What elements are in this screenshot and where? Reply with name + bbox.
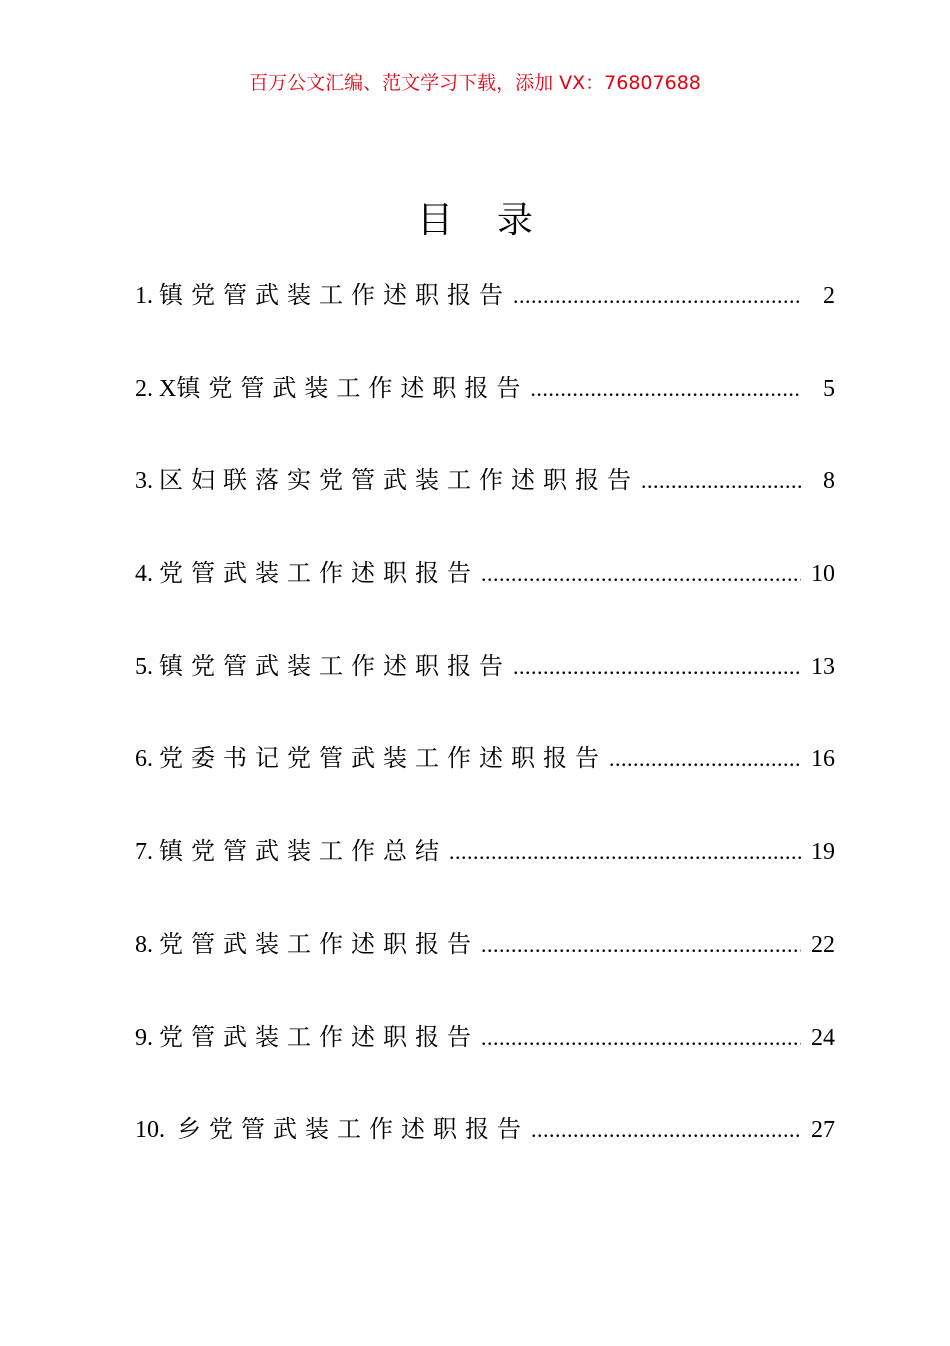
- toc-entry[interactable]: [135, 646, 835, 739]
- toc-entry[interactable]: [135, 924, 835, 1017]
- dot-leader: [531, 1117, 801, 1143]
- toc-entry-page: 8: [823, 468, 835, 495]
- toc-entry-title: 镇党管武装工作述职报告: [176, 373, 529, 402]
- toc-entry-number: 5.: [135, 653, 159, 680]
- toc-entry-title: 党管武装工作述职报告: [159, 929, 479, 958]
- toc-entry-number: 4.: [135, 561, 159, 588]
- dot-leader: [513, 283, 801, 309]
- dot-leader: [481, 1025, 801, 1051]
- toc-entry-number: 3.: [135, 468, 159, 495]
- watermark-banner: 百万公文汇编、范文学习下载，添加 VX：76807688: [249, 72, 701, 94]
- dot-leader: [481, 932, 801, 958]
- toc-entry-page: 19: [811, 839, 835, 866]
- toc-entry-title: 乡党管武装工作述职报告: [177, 1115, 529, 1144]
- dot-leader: [449, 839, 801, 865]
- toc-entry-number: 2. X: [135, 375, 177, 402]
- toc-entry-number: 8.: [135, 931, 159, 958]
- toc-entry-title: 党委书记党管武装工作述职报告: [159, 744, 607, 773]
- toc-entry-page: 22: [811, 931, 835, 958]
- toc-entry-title: 镇党管武装工作述职报告: [159, 281, 511, 309]
- toc-entry[interactable]: [135, 738, 835, 831]
- toc-entry-title: 镇党管武装工作总结: [159, 837, 447, 866]
- toc-entry-title: 区妇联落实党管武装工作述职报告: [159, 466, 639, 495]
- toc-entry[interactable]: [135, 275, 835, 368]
- dot-leader: [481, 561, 801, 587]
- toc-entry-title: 党管武装工作述职报告: [159, 1022, 479, 1051]
- toc-entry-page: 24: [811, 1024, 835, 1051]
- table-of-contents: [135, 275, 835, 1202]
- toc-entry-page: 27: [811, 1117, 835, 1144]
- toc-entry[interactable]: [135, 1017, 835, 1110]
- toc-entry-page: 10: [811, 561, 835, 588]
- toc-entry-number: 10.: [135, 1117, 177, 1144]
- toc-entry-number: 9.: [135, 1024, 159, 1051]
- toc-entry-page: 5: [823, 375, 835, 402]
- toc-entry[interactable]: [135, 1109, 835, 1202]
- dot-leader: [513, 654, 801, 680]
- toc-entry-page: 2: [823, 283, 835, 309]
- toc-entry[interactable]: [135, 831, 835, 924]
- toc-entry-page: 16: [811, 746, 835, 773]
- toc-entry-title: 镇党管武装工作述职报告: [159, 651, 511, 680]
- dot-leader: [641, 468, 801, 494]
- page-title: 目录: [416, 200, 577, 241]
- dot-leader: [609, 746, 801, 772]
- toc-entry-number: 1.: [135, 283, 159, 309]
- dot-leader: [530, 376, 801, 402]
- toc-entry-number: 6.: [135, 746, 159, 773]
- toc-entry-title: 党管武装工作述职报告: [159, 559, 479, 588]
- toc-entry[interactable]: [135, 553, 835, 646]
- toc-entry[interactable]: [135, 368, 835, 461]
- toc-entry-number: 7.: [135, 839, 159, 866]
- toc-entry-page: 13: [811, 653, 835, 680]
- toc-entry[interactable]: [135, 460, 835, 553]
